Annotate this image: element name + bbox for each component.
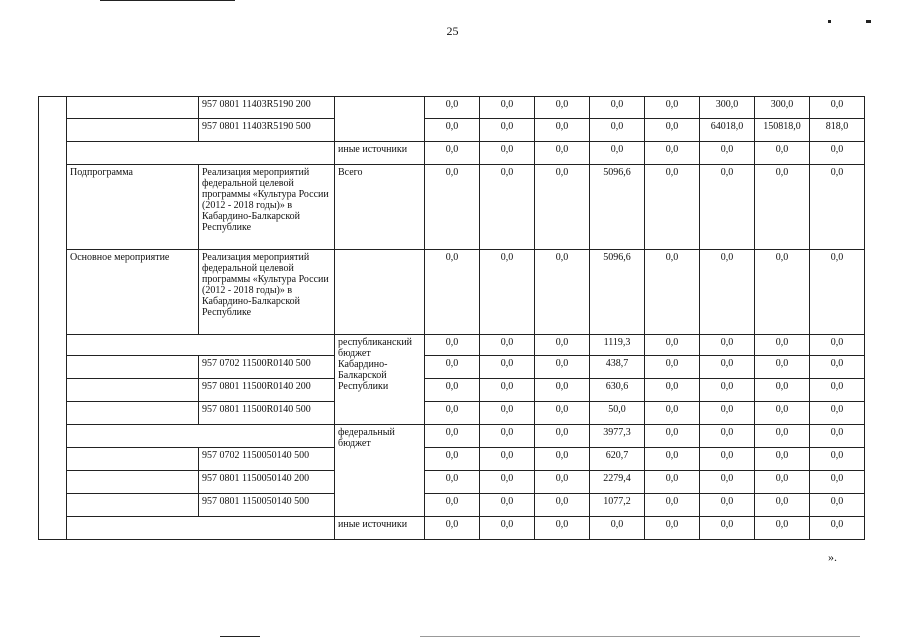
value-cell: 0,0 — [645, 165, 700, 250]
value-cell: 0,0 — [480, 335, 535, 356]
value-cell: 0,0 — [535, 379, 590, 402]
table-row — [39, 471, 865, 494]
value-cell: 0,0 — [700, 471, 755, 494]
value-cell: 0,0 — [755, 142, 810, 165]
value-cell: 0,0 — [645, 97, 700, 119]
value-cell: 0,0 — [645, 119, 700, 142]
value-cell: 0,0 — [700, 517, 755, 540]
value-cell: 0,0 — [425, 250, 480, 335]
budget-code: 957 0801 11500R0140 200 — [199, 379, 335, 402]
empty-cell — [67, 119, 199, 142]
value-cell: 0,0 — [645, 335, 700, 356]
value-cell: 0,0 — [700, 335, 755, 356]
table-row — [39, 356, 865, 379]
table-row — [39, 448, 865, 471]
value-cell: 0,0 — [645, 425, 700, 448]
value-cell: 0,0 — [755, 402, 810, 425]
table-row — [39, 517, 865, 540]
budget-code: 957 0801 11403R5190 200 — [199, 97, 335, 119]
value-cell: 0,0 — [535, 356, 590, 379]
value-cell: 0,0 — [480, 448, 535, 471]
value-cell: 0,0 — [425, 142, 480, 165]
value-cell: 0,0 — [755, 379, 810, 402]
value-cell: 0,0 — [425, 119, 480, 142]
value-cell: 0,0 — [810, 402, 865, 425]
value-cell: 150818,0 — [755, 119, 810, 142]
value-cell: 0,0 — [755, 356, 810, 379]
table-row — [39, 379, 865, 402]
budget-table — [38, 96, 865, 540]
value-cell: 300,0 — [700, 97, 755, 119]
empty-cell — [67, 402, 199, 425]
value-cell: 0,0 — [810, 379, 865, 402]
budget-code: 957 0801 11500R0140 500 — [199, 402, 335, 425]
value-cell: 0,0 — [480, 471, 535, 494]
value-cell: 0,0 — [810, 97, 865, 119]
table-row — [39, 97, 865, 119]
value-cell: 0,0 — [755, 335, 810, 356]
value-cell: 0,0 — [700, 142, 755, 165]
table-row — [39, 142, 865, 165]
value-cell: 0,0 — [700, 494, 755, 517]
value-cell: 0,0 — [480, 97, 535, 119]
value-cell: 0,0 — [480, 165, 535, 250]
value-cell: 0,0 — [700, 425, 755, 448]
value-cell: 0,0 — [535, 165, 590, 250]
value-cell: 438,7 — [590, 356, 645, 379]
value-cell: 0,0 — [700, 250, 755, 335]
value-cell: 0,0 — [425, 356, 480, 379]
value-cell: 0,0 — [645, 402, 700, 425]
empty-cell — [67, 471, 199, 494]
value-cell: 0,0 — [535, 402, 590, 425]
value-cell: 0,0 — [700, 356, 755, 379]
value-cell: 0,0 — [810, 142, 865, 165]
value-cell: 0,0 — [810, 425, 865, 448]
value-cell: 0,0 — [480, 402, 535, 425]
value-cell: 0,0 — [425, 471, 480, 494]
table-row — [39, 119, 865, 142]
value-cell: 0,0 — [535, 494, 590, 517]
scan-mark-bottom — [220, 636, 260, 637]
value-cell: 0,0 — [425, 425, 480, 448]
value-cell: 0,0 — [755, 471, 810, 494]
empty-cell — [335, 97, 425, 142]
value-cell: 0,0 — [645, 494, 700, 517]
table-row — [39, 250, 865, 335]
value-cell: 0,0 — [590, 142, 645, 165]
budget-code: 957 0801 1150050140 500 — [199, 494, 335, 517]
value-cell: 0,0 — [535, 97, 590, 119]
item-category: Основное мероприятие — [67, 250, 199, 335]
value-cell: 0,0 — [645, 379, 700, 402]
value-cell: 0,0 — [810, 494, 865, 517]
scan-mark-bottom — [420, 636, 860, 637]
empty-cell — [67, 494, 199, 517]
value-cell: 0,0 — [535, 335, 590, 356]
value-cell: 64018,0 — [700, 119, 755, 142]
value-cell: 0,0 — [425, 494, 480, 517]
empty-cell — [67, 335, 335, 356]
funding-source: иные источники — [335, 142, 425, 165]
value-cell: 0,0 — [700, 402, 755, 425]
table-row — [39, 402, 865, 425]
budget-code: 957 0702 11500R0140 500 — [199, 356, 335, 379]
empty-cell — [67, 97, 199, 119]
value-cell: 0,0 — [810, 517, 865, 540]
table-row — [39, 165, 865, 250]
index-cell — [39, 97, 67, 540]
value-cell: 0,0 — [425, 448, 480, 471]
value-cell: 50,0 — [590, 402, 645, 425]
value-cell: 0,0 — [590, 119, 645, 142]
empty-cell — [67, 379, 199, 402]
item-name: Реализация мероприятий федеральной целевой программы «Культура России (2012 - 2018 годы)» в Кабардино-Балкарской Республике — [199, 165, 335, 250]
value-cell: 0,0 — [810, 471, 865, 494]
value-cell: 0,0 — [645, 356, 700, 379]
value-cell: 0,0 — [535, 119, 590, 142]
value-cell: 0,0 — [425, 165, 480, 250]
value-cell: 0,0 — [590, 517, 645, 540]
empty-cell — [67, 425, 335, 448]
budget-code: 957 0702 1150050140 500 — [199, 448, 335, 471]
table-row — [39, 335, 865, 356]
value-cell: 5096,6 — [590, 165, 645, 250]
value-cell: 0,0 — [480, 425, 535, 448]
value-cell: 1077,2 — [590, 494, 645, 517]
value-cell: 0,0 — [645, 517, 700, 540]
value-cell: 0,0 — [755, 494, 810, 517]
value-cell: 0,0 — [535, 425, 590, 448]
value-cell: 0,0 — [480, 356, 535, 379]
funding-source: республиканский бюджет Кабардино-Балкарской Республики — [335, 335, 425, 425]
value-cell: 630,6 — [590, 379, 645, 402]
scan-mark-dot — [828, 20, 831, 23]
value-cell: 0,0 — [425, 335, 480, 356]
budget-code: 957 0801 11403R5190 500 — [199, 119, 335, 142]
value-cell: 0,0 — [700, 448, 755, 471]
scan-mark-top — [100, 0, 235, 1]
value-cell: 0,0 — [810, 356, 865, 379]
value-cell: 0,0 — [755, 165, 810, 250]
value-cell: 0,0 — [700, 165, 755, 250]
value-cell: 0,0 — [645, 471, 700, 494]
value-cell: 0,0 — [425, 97, 480, 119]
item-category: Подпрограмма — [67, 165, 199, 250]
value-cell: 0,0 — [480, 494, 535, 517]
closing-quote: ». — [828, 550, 837, 564]
value-cell: 1119,3 — [590, 335, 645, 356]
table-row — [39, 494, 865, 517]
value-cell: 0,0 — [755, 448, 810, 471]
value-cell: 3977,3 — [590, 425, 645, 448]
empty-cell — [67, 142, 335, 165]
value-cell: 0,0 — [810, 448, 865, 471]
value-cell: 0,0 — [645, 448, 700, 471]
empty-cell — [67, 356, 199, 379]
value-cell: 0,0 — [535, 142, 590, 165]
value-cell: 0,0 — [535, 517, 590, 540]
value-cell: 0,0 — [810, 250, 865, 335]
table-row — [39, 425, 865, 448]
value-cell: 0,0 — [480, 250, 535, 335]
value-cell: 0,0 — [810, 335, 865, 356]
funding-source: иные источники — [335, 517, 425, 540]
value-cell: 0,0 — [755, 517, 810, 540]
value-cell: 818,0 — [810, 119, 865, 142]
value-cell: 0,0 — [425, 517, 480, 540]
scan-mark-dot — [866, 20, 871, 23]
empty-cell — [67, 517, 335, 540]
value-cell: 0,0 — [425, 379, 480, 402]
funding-source: Всего — [335, 165, 425, 250]
value-cell: 0,0 — [480, 379, 535, 402]
value-cell: 0,0 — [480, 517, 535, 540]
value-cell: 0,0 — [535, 471, 590, 494]
value-cell: 0,0 — [425, 402, 480, 425]
value-cell: 0,0 — [645, 142, 700, 165]
value-cell: 0,0 — [535, 448, 590, 471]
value-cell: 0,0 — [755, 425, 810, 448]
value-cell: 0,0 — [480, 142, 535, 165]
value-cell: 0,0 — [480, 119, 535, 142]
empty-cell — [67, 448, 199, 471]
value-cell: 5096,6 — [590, 250, 645, 335]
value-cell: 0,0 — [645, 250, 700, 335]
item-name: Реализация мероприятий федеральной целевой программы «Культура России (2012 - 2018 годы)» в Кабардино-Балкарской Республике — [199, 250, 335, 335]
value-cell: 0,0 — [535, 250, 590, 335]
value-cell: 0,0 — [700, 379, 755, 402]
budget-code: 957 0801 1150050140 200 — [199, 471, 335, 494]
value-cell: 0,0 — [810, 165, 865, 250]
value-cell: 2279,4 — [590, 471, 645, 494]
value-cell: 300,0 — [755, 97, 810, 119]
funding-source: федеральный бюджет — [335, 425, 425, 517]
value-cell: 620,7 — [590, 448, 645, 471]
funding-source — [335, 250, 425, 335]
value-cell: 0,0 — [590, 97, 645, 119]
page-number: 25 — [446, 24, 459, 38]
value-cell: 0,0 — [755, 250, 810, 335]
